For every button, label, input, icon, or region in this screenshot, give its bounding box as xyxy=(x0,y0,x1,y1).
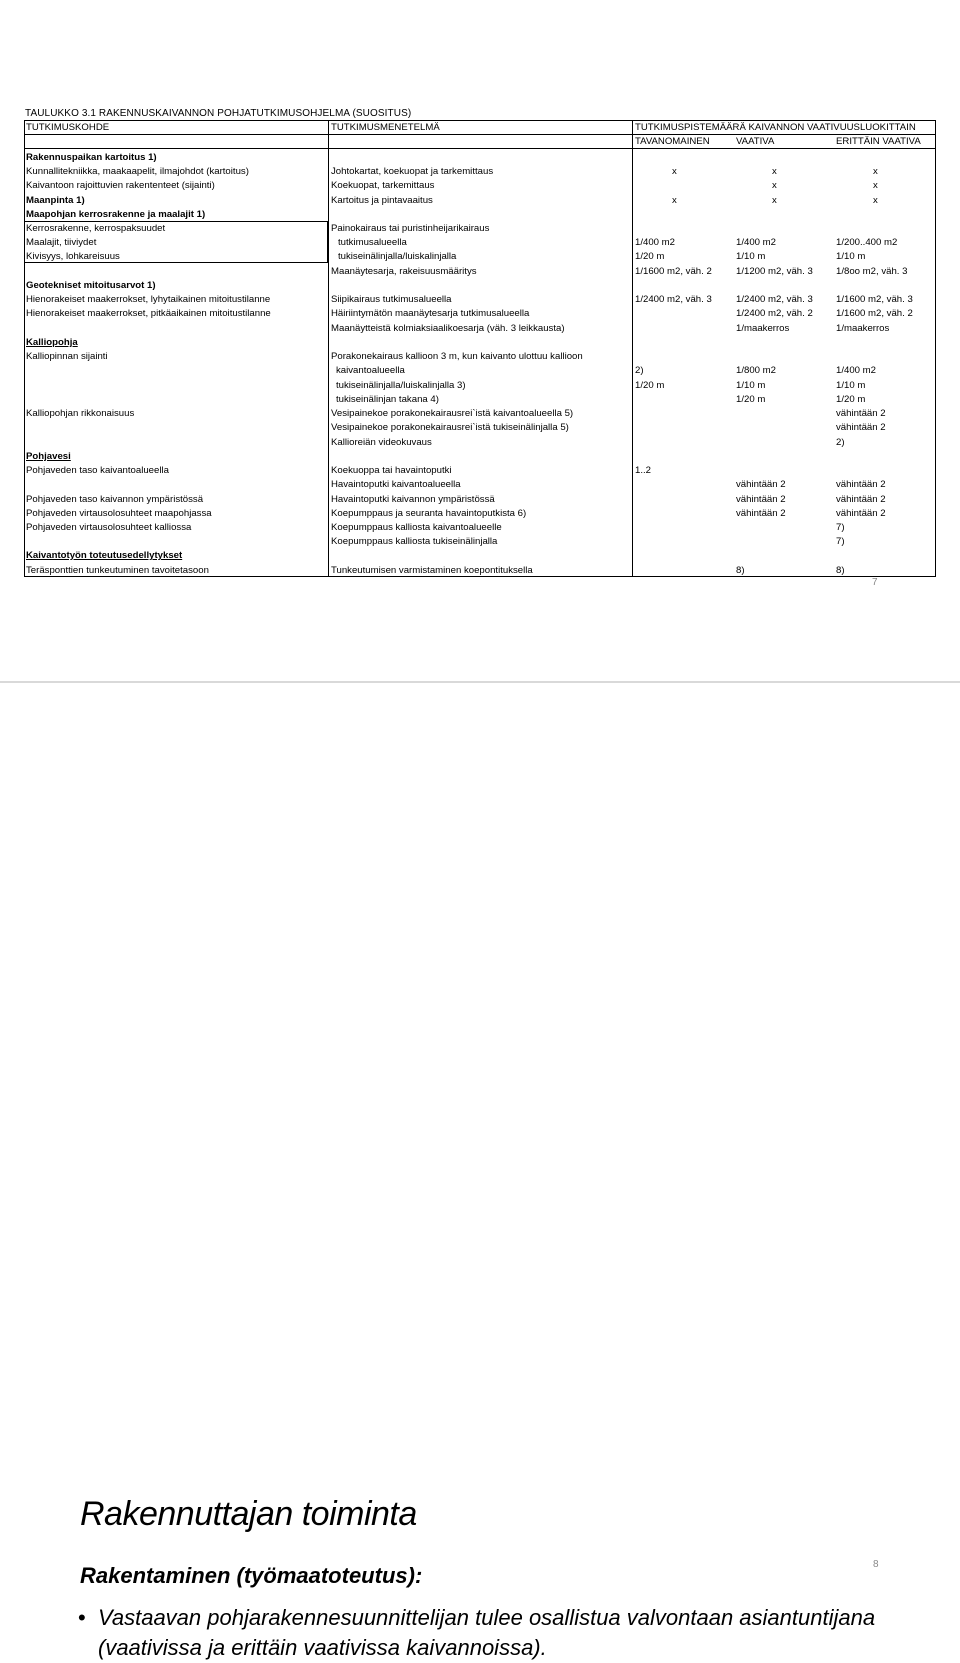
table-cell-c3: 2) xyxy=(635,365,644,376)
table-cell-c4: x xyxy=(772,195,777,206)
table-cell-c2: Painokairaus tai puristinheijarikairaus xyxy=(331,223,490,234)
header-sub3: ERITTÄIN VAATIVA xyxy=(836,136,921,147)
header-col3: TUTKIMUSPISTEMÄÄRÄ KAIVANNON VAATIVUUSLUOKITTAIN xyxy=(635,122,916,133)
table-cell-c2: Tunkeutumisen varmistaminen koepontituksella xyxy=(331,565,533,576)
table-cell-c1: Rakennuspaikan kartoitus 1) xyxy=(26,152,157,163)
table-cell-c1: Kalliopinnan sijainti xyxy=(26,351,108,362)
table-cell-c5: 1/400 m2 xyxy=(836,365,877,376)
table-cell-c4: 1/400 m2 xyxy=(736,237,777,248)
table-cell-c5: 7) xyxy=(836,536,845,547)
table-cell-c1: Pohjaveden taso kaivantoalueella xyxy=(26,465,169,476)
table-cell-c5: 1/20 m xyxy=(836,394,866,405)
page-number: 8 xyxy=(873,1559,879,1570)
table-cell-c2: Kartoitus ja pintavaaitus xyxy=(331,195,433,206)
table-title: TAULUKKO 3.1 RAKENNUSKAIVANNON POHJATUTKIMUSOHJELMA (SUOSITUS) xyxy=(25,108,412,119)
table-cell-c3: 1/1600 m2, väh. 2 xyxy=(635,266,712,277)
table-cell-c5: 8) xyxy=(836,565,845,576)
table-cell-c5: vähintään 2 xyxy=(836,422,886,433)
table-cell-c5: 1/maakerros xyxy=(836,323,890,334)
table-cell-c1: Kalliopohjan rikkonaisuus xyxy=(26,408,135,419)
table-cell-c1: Kivisyys, lohkareisuus xyxy=(26,251,120,262)
table-cell-c5: vähintään 2 xyxy=(836,494,886,505)
table-cell-c1: Pohjavesi xyxy=(26,451,71,462)
table-cell-c2: Vesipainekoe porakonekairausrei`istä tukiseinälinjalla 5) xyxy=(331,422,569,433)
table-cell-c1: Hienorakeiset maakerrokset, pitkäaikainen mitoitustilanne xyxy=(26,308,271,319)
table-cell-c5: x xyxy=(873,180,878,191)
table-cell-c2: tukiseinälinjalla/luiskalinjalla xyxy=(338,251,457,262)
table-cell-c2: Koekuopat, tarkemittaus xyxy=(331,180,435,191)
slide-1 xyxy=(0,0,960,681)
table-cell-c4: vähintään 2 xyxy=(736,494,786,505)
slide-2 xyxy=(0,683,960,1660)
table-cell-c2: Koepumppaus ja seuranta havaintoputkista 6) xyxy=(331,508,527,519)
table-cell-c4: 1/maakerros xyxy=(736,323,790,334)
table-cell-c2: kaivantoalueella xyxy=(336,365,405,376)
table-cell-c1: Kaivantoon rajoittuvien rakententeet (sijainti) xyxy=(26,180,215,191)
table-cell-c2: Porakonekairaus kallioon 3 m, kun kaivanto ulottuu kallioon xyxy=(331,351,583,362)
table-cell-c3: 1..2 xyxy=(635,465,652,476)
table-cell-c5: 1/8oo m2, väh. 3 xyxy=(836,266,908,277)
table-cell-c2: Vesipainekoe porakonekairausrei`istä kaivantoalueella 5) xyxy=(331,408,574,419)
table-cell-c3: x xyxy=(672,195,677,206)
table-cell-c5: x xyxy=(873,195,878,206)
header-sub2: VAATIVA xyxy=(736,136,775,147)
table-cell-c5: 2) xyxy=(836,437,845,448)
header-sub1: TAVANOMAINEN xyxy=(635,136,710,147)
column-divider xyxy=(632,120,633,577)
table-cell-c4: x xyxy=(772,166,777,177)
table-rule xyxy=(24,134,936,135)
table-cell-c4: vähintään 2 xyxy=(736,479,786,490)
table-cell-c1: Maapohjan kerrosrakenne ja maalajit 1) xyxy=(26,209,206,220)
table-cell-c5: vähintään 2 xyxy=(836,479,886,490)
table-cell-c1: Teräsponttien tunkeutuminen tavoitetasoon xyxy=(26,565,209,576)
table-cell-c2: Koepumppaus kalliosta tukiseinälinjalla xyxy=(331,536,498,547)
table-cell-c4: 1/800 m2 xyxy=(736,365,777,376)
bullet-text: Vastaavan pohjarakennesuunnittelijan tulee osallistua valvontaan asiantuntijana (vaativissa ja erittäin vaativissa kaivannoissa). xyxy=(98,1605,876,1660)
table-rule xyxy=(24,148,936,149)
page-number: 7 xyxy=(872,577,878,588)
table-cell-c5: 1/200..400 m2 xyxy=(836,237,898,248)
table-cell-c3: 1/20 m xyxy=(635,380,665,391)
table-cell-c2: Maanäytesarja, rakeisuusmääritys xyxy=(331,266,477,277)
table-cell-c4: x xyxy=(772,180,777,191)
table-cell-c3: 1/2400 m2, väh. 3 xyxy=(635,294,712,305)
table-cell-c1: Maalajit, tiiviydet xyxy=(26,237,97,248)
header-col2: TUTKIMUSMENETELMÄ xyxy=(331,122,440,133)
table-cell-c5: 7) xyxy=(836,522,845,533)
table-cell-c2: Maanäytteistä kolmiaksiaalikoesarja (väh. 3 leikkausta) xyxy=(331,323,565,334)
table-cell-c3: 1/20 m xyxy=(635,251,665,262)
table-cell-c5: 1/1600 m2, väh. 2 xyxy=(836,308,913,319)
table-cell-c4: 1/2400 m2, väh. 3 xyxy=(736,294,813,305)
table-cell-c4: 1/20 m xyxy=(736,394,766,405)
table-cell-c3: 1/400 m2 xyxy=(635,237,676,248)
table-cell-c2: tutkimusalueella xyxy=(338,237,407,248)
column-divider xyxy=(328,120,329,577)
table-cell-c4: 1/10 m xyxy=(736,251,766,262)
header-col1: TUTKIMUSKOHDE xyxy=(26,122,110,133)
table-cell-c1: Maanpinta 1) xyxy=(26,195,85,206)
table-cell-c2: Häiriintymätön maanäytesarja tutkimusalueella xyxy=(331,308,530,319)
table-cell-c4: 1/10 m xyxy=(736,380,766,391)
table-cell-c4: vähintään 2 xyxy=(736,508,786,519)
table-cell-c2: Koekuoppa tai havaintoputki xyxy=(331,465,452,476)
slide-subtitle: Rakentaminen (työmaatoteutus): xyxy=(80,1563,423,1588)
table-cell-c4: 1/1200 m2, väh. 3 xyxy=(736,266,813,277)
table-cell-c2: tukiseinälinjan takana 4) xyxy=(336,394,439,405)
table-cell-c1: Kerrosrakenne, kerrospaksuudet xyxy=(26,223,166,234)
table-cell-c1: Pohjaveden taso kaivannon ympäristössä xyxy=(26,494,204,505)
table-cell-c1: Hienorakeiset maakerrokset, lyhytaikainen mitoitustilanne xyxy=(26,294,271,305)
bullet-marker: • xyxy=(78,1605,86,1630)
table-cell-c1: Pohjaveden virtausolosuhteet maapohjassa xyxy=(26,508,212,519)
table-cell-c4: 8) xyxy=(736,565,745,576)
table-cell-c5: 1/10 m xyxy=(836,380,866,391)
slide-title: Rakennuttajan toiminta xyxy=(80,1495,417,1533)
table-cell-c4: 1/2400 m2, väh. 2 xyxy=(736,308,813,319)
table-cell-c1: Geotekniset mitoitusarvot 1) xyxy=(26,280,156,291)
table-cell-c2: Kallioreiän videokuvaus xyxy=(331,437,432,448)
table-cell-c3: x xyxy=(672,166,677,177)
grouped-rows-box xyxy=(24,221,328,263)
table-cell-c2: Siipikairaus tutkimusalueella xyxy=(331,294,452,305)
table-cell-c2: Johtokartat, koekuopat ja tarkemittaus xyxy=(331,166,494,177)
table-cell-c2: tukiseinälinjalla/luiskalinjalla 3) xyxy=(336,380,466,391)
table-cell-c2: Havaintoputki kaivannon ympäristössä xyxy=(331,494,495,505)
table-cell-c1: Kalliopohja xyxy=(26,337,78,348)
table-cell-c5: x xyxy=(873,166,878,177)
table-cell-c1: Kunnallitekniikka, maakaapelit, ilmajohdot (kartoitus) xyxy=(26,166,249,177)
table-cell-c5: 1/1600 m2, väh. 3 xyxy=(836,294,913,305)
table-cell-c2: Havaintoputki kaivantoalueella xyxy=(331,479,461,490)
table-cell-c2: Koepumppaus kalliosta kaivantoalueelle xyxy=(331,522,502,533)
table-cell-c5: vähintään 2 xyxy=(836,408,886,419)
table-cell-c1: Pohjaveden virtausolosuhteet kalliossa xyxy=(26,522,192,533)
table-cell-c5: 1/10 m xyxy=(836,251,866,262)
table-cell-c5: vähintään 2 xyxy=(836,508,886,519)
table-cell-c1: Kaivantotyön toteutusedellytykset xyxy=(26,550,183,561)
